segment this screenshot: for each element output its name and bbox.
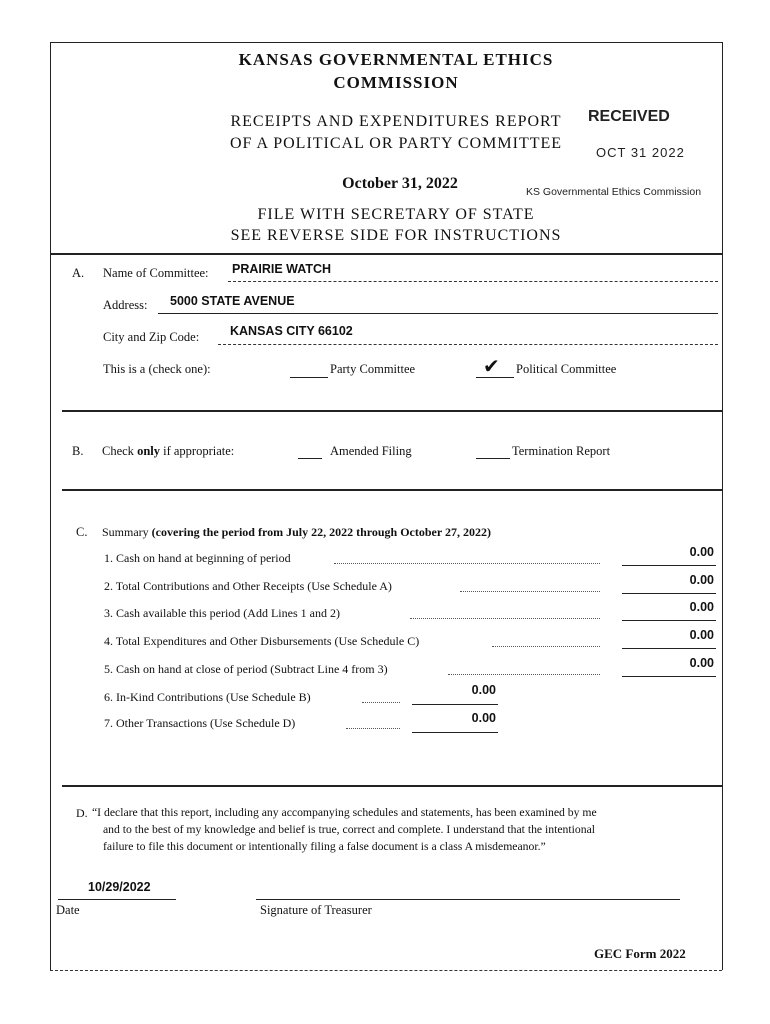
received-stamp-label: RECEIVED [588, 108, 670, 125]
summary-line-5-rule [622, 676, 716, 677]
instructions-line: SEE REVERSE SIDE FOR INSTRUCTIONS [230, 227, 562, 244]
summary-heading: Summary (covering the period from July 22, 2022 through October 27, 2022) [102, 525, 491, 539]
section-b-prompt: Check only if appropriate: [102, 444, 235, 458]
address-value: 5000 STATE AVENUE [170, 294, 295, 308]
form-border-top [50, 42, 722, 43]
summary-line-4-leader [492, 646, 600, 647]
summary-line-5-label: 5. Cash on hand at close of period (Subtract Line 4 from 3) [104, 662, 388, 676]
report-title-line1: RECEIPTS AND EXPENDITURES REPORT [230, 113, 562, 130]
committee-name-line [228, 281, 718, 282]
political-committee-checkmark: ✔ [483, 354, 500, 378]
signature-date-label: Date [56, 903, 80, 917]
committee-name-label: Name of Committee: [103, 266, 209, 280]
summary-line-3-rule [622, 620, 716, 621]
city-zip-label: City and Zip Code: [103, 330, 200, 344]
summary-line-3-value: 0.00 [689, 600, 714, 614]
report-title-line2: OF A POLITICAL OR PARTY COMMITTEE [229, 135, 563, 152]
section-a-divider [62, 410, 722, 412]
agency-name-line2: COMMISSION [333, 73, 459, 92]
declaration-line-3: failure to file this document or intentionally filing a false document is a class A misdemeanor.” [103, 840, 546, 853]
section-b-letter: B. [72, 444, 84, 458]
summary-line-2-label: 2. Total Contributions and Other Receipts (Use Schedule A) [104, 579, 392, 593]
summary-line-4-label: 4. Total Expenditures and Other Disbursements (Use Schedule C) [104, 634, 420, 648]
section-c-letter: C. [76, 525, 88, 539]
summary-line-4-rule [622, 648, 716, 649]
city-zip-line [218, 344, 718, 345]
amended-filing-checkbox[interactable] [298, 458, 322, 459]
summary-line-3-label: 3. Cash available this period (Add Lines 1 and 2) [104, 606, 340, 620]
summary-line-3-leader [410, 618, 600, 619]
amended-filing-label: Amended Filing [330, 444, 412, 458]
committee-name-value: PRAIRIE WATCH [232, 262, 332, 276]
political-committee-label: Political Committee [516, 362, 617, 376]
summary-line-7-label: 7. Other Transactions (Use Schedule D) [104, 716, 296, 730]
summary-line-7-leader [346, 728, 400, 729]
form-border-left [50, 42, 51, 970]
summary-line-1-label: 1. Cash on hand at beginning of period [104, 551, 291, 565]
declaration-line-2: and to the best of my knowledge and belief is true, correct and complete. I understand that the intentional [103, 823, 596, 836]
form-border-bottom [50, 970, 722, 971]
summary-line-1-leader [334, 563, 600, 564]
summary-line-6-leader [362, 702, 400, 703]
section-a-letter: A. [72, 266, 85, 280]
form-border-right [722, 42, 723, 970]
header-divider [50, 253, 722, 255]
party-committee-label: Party Committee [330, 362, 416, 376]
summary-line-6-value: 0.00 [471, 683, 496, 697]
termination-report-checkbox[interactable] [476, 458, 510, 459]
summary-line-7-value: 0.00 [471, 711, 496, 725]
address-line [158, 313, 718, 314]
treasurer-signature-label: Signature of Treasurer [260, 903, 372, 917]
summary-line-7-rule [412, 732, 498, 733]
section-d-letter: D. [76, 806, 88, 820]
summary-line-5-leader [448, 674, 600, 675]
summary-line-2-value: 0.00 [689, 573, 714, 587]
city-zip-value: KANSAS CITY 66102 [230, 324, 353, 338]
received-stamp-date: OCT 31 2022 [596, 145, 685, 160]
summary-line-2-rule [622, 593, 716, 594]
summary-line-1-rule [622, 565, 716, 566]
termination-report-label: Termination Report [512, 444, 611, 458]
summary-line-2-leader [460, 591, 600, 592]
summary-line-5-value: 0.00 [689, 656, 714, 670]
declaration-line-1: “I declare that this report, including any accompanying schedules and statements, has been examined by me [92, 806, 597, 819]
agency-name-line1: KANSAS GOVERNMENTAL ETHICS [238, 50, 554, 69]
party-committee-checkbox[interactable] [290, 377, 328, 378]
section-c-divider [62, 785, 722, 787]
address-label: Address: [103, 298, 148, 312]
report-date: October 31, 2022 [342, 175, 458, 192]
section-b-divider [62, 489, 722, 491]
summary-line-6-label: 6. In-Kind Contributions (Use Schedule B) [104, 690, 311, 704]
file-with-line: FILE WITH SECRETARY OF STATE [257, 206, 535, 223]
form-id: GEC Form 2022 [594, 946, 686, 961]
committee-type-label: This is a (check one): [103, 362, 211, 376]
received-stamp-agency: KS Governmental Ethics Commission [526, 186, 702, 198]
summary-line-6-rule [412, 704, 498, 705]
signature-date-value: 10/29/2022 [88, 880, 151, 894]
signature-date-line [58, 899, 176, 900]
summary-line-4-value: 0.00 [689, 628, 714, 642]
treasurer-signature-line[interactable] [256, 899, 680, 900]
summary-line-1-value: 0.00 [689, 545, 714, 559]
